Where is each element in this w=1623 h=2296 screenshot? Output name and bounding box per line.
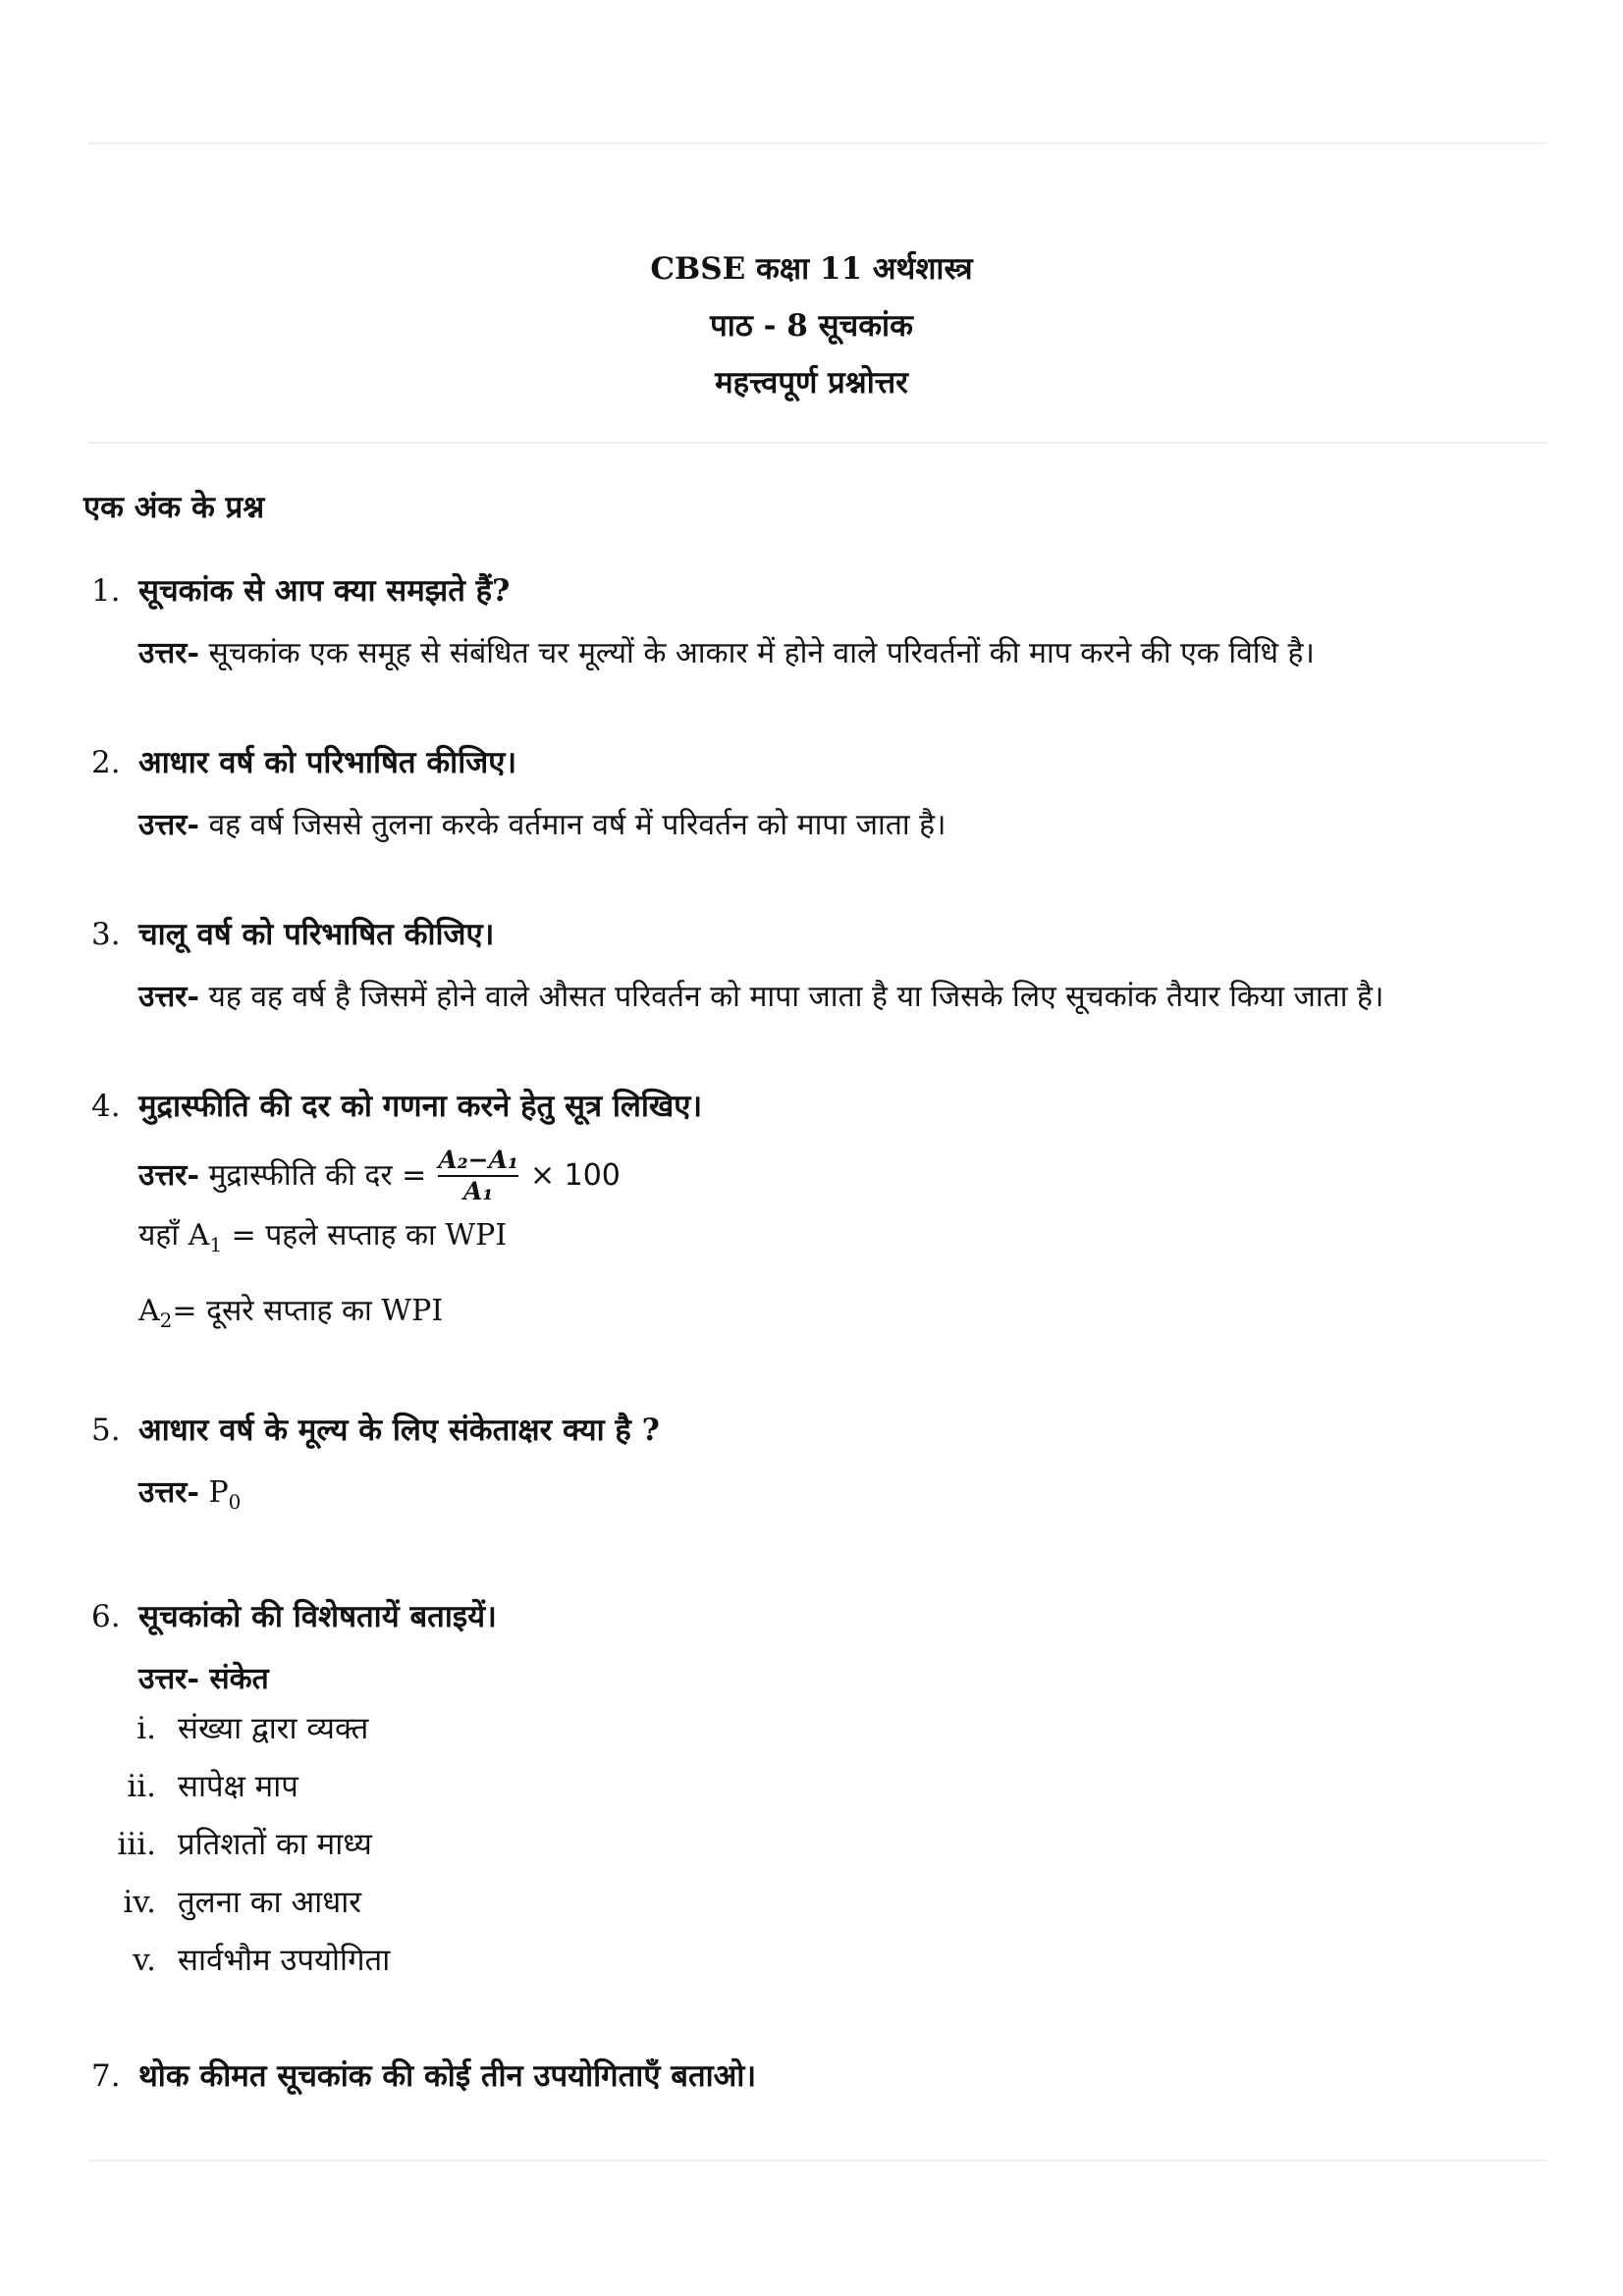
question-number: 2. — [91, 745, 121, 780]
answer — [138, 974, 1383, 1021]
definition-text: यहाँ A — [138, 1218, 210, 1253]
question-4 — [91, 1085, 702, 1344]
formula-lhs: मुद्रास्फीति की दर — [208, 1158, 393, 1193]
answer-text: सूचकांक एक समूह से संबंधित चर मूल्यों के आकार में होने वाले परिवर्तनों की माप करने की एक विधि है। — [208, 636, 1315, 670]
question-1 — [91, 569, 1315, 677]
question-text: मुद्रास्फीति की दर को गणना करने हेतु सूत्र लिखिए। — [138, 1089, 703, 1124]
answer-label: उत्तर- — [138, 636, 199, 670]
roman-numeral: ii. — [127, 1769, 156, 1804]
answer-label: उत्तर- — [138, 1475, 199, 1510]
question-3 — [91, 913, 1383, 1021]
question-6 — [91, 1595, 497, 1997]
list-item-text: सार्वभौम उपयोगिता — [178, 1943, 391, 1978]
roman-numeral: i. — [136, 1711, 156, 1746]
header-divider — [88, 442, 1546, 444]
list-item — [91, 1881, 497, 1939]
list-item — [91, 1765, 497, 1823]
question-text: सूचकांक से आप क्या समझते हैं? — [138, 573, 511, 609]
top-divider — [88, 142, 1546, 144]
fraction — [438, 1146, 518, 1206]
definition-a2 — [138, 1288, 702, 1344]
list-item — [91, 1939, 497, 1997]
list-item — [91, 1707, 497, 1765]
answer-label: उत्तर- — [138, 1662, 199, 1696]
answer-label: उत्तर- — [138, 1158, 199, 1193]
answer-heading — [138, 1656, 497, 1703]
definition-text: = दूसरे सप्ताह का WPI — [172, 1294, 444, 1328]
question-number: 6. — [91, 1599, 121, 1634]
list-item-text: तुलना का आधार — [178, 1885, 361, 1920]
subscript: 0 — [228, 1490, 242, 1514]
fraction-denominator: A₁ — [462, 1177, 494, 1205]
definition-a1 — [138, 1212, 702, 1268]
header-line-2: पाठ - 8 सूचकांक — [710, 308, 913, 344]
question-text: चालू वर्ष को परिभाषित कीजिए। — [138, 917, 495, 952]
answer — [138, 1469, 660, 1525]
answer — [138, 1656, 497, 1703]
question-5 — [91, 1409, 660, 1525]
fraction-numerator: A₂−A₁ — [438, 1146, 518, 1174]
subscript: 1 — [209, 1233, 223, 1256]
subscript: 2 — [159, 1308, 173, 1332]
header-line-1: CBSE कक्षा 11 अर्थशास्त्र — [650, 251, 973, 287]
document-header — [0, 240, 1623, 411]
multiplier: × 100 — [529, 1158, 621, 1193]
inflation-formula — [138, 1146, 621, 1206]
question-7 — [91, 2055, 756, 2109]
list-item-text: प्रतिशतों का माध्य — [178, 1827, 372, 1862]
answer-text: वह वर्ष जिससे तुलना करके वर्तमान वर्ष में परिवर्तन को मापा जाता है। — [208, 808, 947, 842]
answer — [138, 630, 1315, 677]
answer-text: P — [208, 1475, 229, 1510]
roman-numeral: v. — [133, 1943, 156, 1978]
equals-sign: = — [402, 1158, 427, 1193]
question-text: सूचकांको की विशेषतायें बताइयें। — [138, 1599, 497, 1634]
question-2 — [91, 741, 946, 849]
question-number: 1. — [91, 573, 121, 609]
answer-text: यह वह वर्ष है जिसमें होने वाले औसत परिवर्तन को मापा जाता है या जिसके लिए सूचकांक तैयार किया जाता है। — [208, 980, 1384, 1014]
section-title: एक अंक के प्रश्न — [83, 490, 265, 525]
question-number: 5. — [91, 1413, 121, 1448]
answer-label: उत्तर- — [138, 980, 199, 1014]
question-text: थोक कीमत सूचकांक की कोई तीन उपयोगिताएँ बताओ। — [138, 2058, 757, 2094]
answer — [138, 802, 946, 849]
bottom-divider — [88, 2160, 1546, 2162]
answer — [138, 1146, 702, 1344]
question-text: आधार वर्ष को परिभाषित कीजिए। — [138, 745, 517, 780]
question-number: 4. — [91, 1089, 121, 1124]
list-item-text: संख्या द्वारा व्यक्त — [178, 1711, 369, 1746]
question-number: 3. — [91, 917, 121, 952]
definition-text: A — [138, 1294, 160, 1328]
list-item-text: सापेक्ष माप — [178, 1769, 298, 1804]
definition-text: = पहले सप्ताह का WPI — [222, 1218, 508, 1253]
question-text: आधार वर्ष के मूल्य के लिए संकेताक्षर क्या है ? — [138, 1413, 660, 1448]
answer-head-text: संकेत — [209, 1662, 269, 1696]
feature-list — [91, 1707, 497, 1997]
roman-numeral: iii. — [117, 1827, 156, 1862]
answer-label: उत्तर- — [138, 808, 199, 842]
header-line-3: महत्त्वपूर्ण प्रश्नोत्तर — [715, 365, 908, 400]
roman-numeral: iv. — [123, 1885, 156, 1920]
list-item — [91, 1823, 497, 1881]
question-number: 7. — [91, 2058, 121, 2094]
